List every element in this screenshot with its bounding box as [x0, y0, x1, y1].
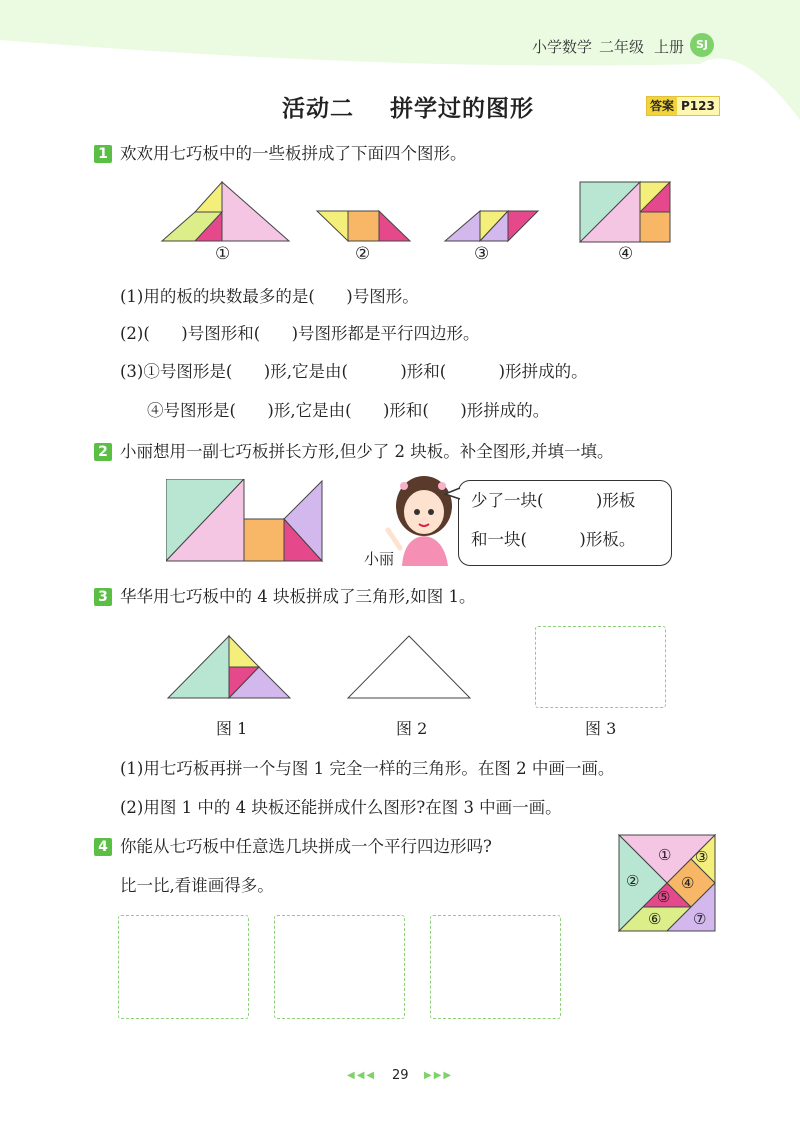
fig-label-2: ② — [355, 244, 371, 264]
q3-part-1: (1)用七巧板再拼一个与图 1 完全一样的三角形。在图 2 中画一画。 — [120, 759, 615, 778]
question-number-1: 1 — [94, 145, 112, 163]
q3-figure-2-outline[interactable] — [346, 634, 472, 700]
q3-fig-label-2: 图 2 — [396, 719, 428, 738]
answer-label: 答案 — [647, 97, 677, 115]
girl-name: 小丽 — [364, 550, 395, 568]
q3-fig-label-1: 图 1 — [216, 719, 248, 738]
bubble-line-2: 和一块( )形板。 — [471, 530, 636, 549]
sj-badge: SJ — [690, 33, 714, 57]
q1-part-3a: (3)①号图形是( )形,它是由( )形和( )形拼成的。 — [120, 362, 588, 381]
fig-label-1: ① — [215, 244, 231, 264]
q2-text: 小丽想用一副七巧板拼长方形,但少了 2 块板。补全图形,并填一填。 — [120, 442, 614, 461]
q1-part-2: (2)( )号图形和( )号图形都是平行四边形。 — [120, 324, 480, 343]
q1-figure-3 — [445, 211, 538, 241]
tangram-label-7: ⑦ — [693, 910, 707, 928]
tangram-label-6: ⑥ — [648, 910, 662, 928]
q3-figure-3-drawing-box[interactable] — [535, 626, 666, 708]
q4-text-2: 比一比,看谁画得多。 — [120, 876, 274, 895]
fig1-pink-triangle — [222, 182, 289, 241]
fig-label-4: ④ — [618, 244, 634, 264]
q4-drawing-box-2[interactable] — [274, 915, 405, 1019]
q4-drawing-box-1[interactable] — [118, 915, 249, 1019]
q1-figure-2 — [317, 211, 410, 241]
answer-ref[interactable] — [646, 96, 720, 116]
q3-part-2: (2)用图 1 中的 4 块板还能拼成什么图形?在图 3 中画一画。 — [120, 798, 562, 817]
q1-figure-4 — [580, 182, 670, 242]
answer-page: P123 — [681, 99, 715, 113]
question-number-2: 2 — [94, 443, 112, 461]
question-number-3: 3 — [94, 588, 112, 606]
q3-text: 华华用七巧板中的 4 块板拼成了三角形,如图 1。 — [120, 587, 476, 606]
q1-part-3b: ④号图形是( )形,它是由( )形和( )形拼成的。 — [147, 401, 550, 420]
footer-right-arrows: ▶▶▶ — [424, 1070, 454, 1081]
header-volume: 上册 — [654, 38, 685, 56]
q1-part-1: (1)用的板的块数最多的是( )号图形。 — [120, 287, 419, 306]
q1-figure-1 — [162, 182, 289, 241]
footer-left-arrows: ◀◀◀ — [347, 1070, 377, 1081]
page-title: 活动二 拼学过的图形 — [282, 96, 535, 122]
fig-label-3: ③ — [474, 244, 490, 264]
q4-text-1: 你能从七巧板中任意选几块拼成一个平行四边形吗? — [120, 837, 492, 856]
bubble-tail — [444, 486, 462, 502]
tangram-label-2: ② — [626, 872, 640, 890]
fig1-yellow-triangle — [195, 182, 222, 212]
q3-figure-1 — [166, 634, 292, 700]
q4-drawing-box-3[interactable] — [430, 915, 561, 1019]
header-subject: 小学数学 — [532, 38, 593, 56]
tangram-label-5: ⑤ — [657, 888, 671, 906]
bubble-line-1: 少了一块( )形板 — [471, 491, 636, 510]
q3-fig-label-3: 图 3 — [585, 719, 617, 738]
q2-incomplete-rectangle — [166, 479, 326, 563]
header-grade: 二年级 — [599, 38, 645, 56]
tangram-label-4: ④ — [681, 874, 695, 892]
q1-text: 欢欢用七巧板中的一些板拼成了下面四个图形。 — [120, 144, 467, 163]
page-number: 29 — [392, 1068, 409, 1083]
tangram-label-1: ① — [658, 846, 672, 864]
tangram-label-3: ③ — [695, 848, 709, 866]
question-number-4: 4 — [94, 838, 112, 856]
